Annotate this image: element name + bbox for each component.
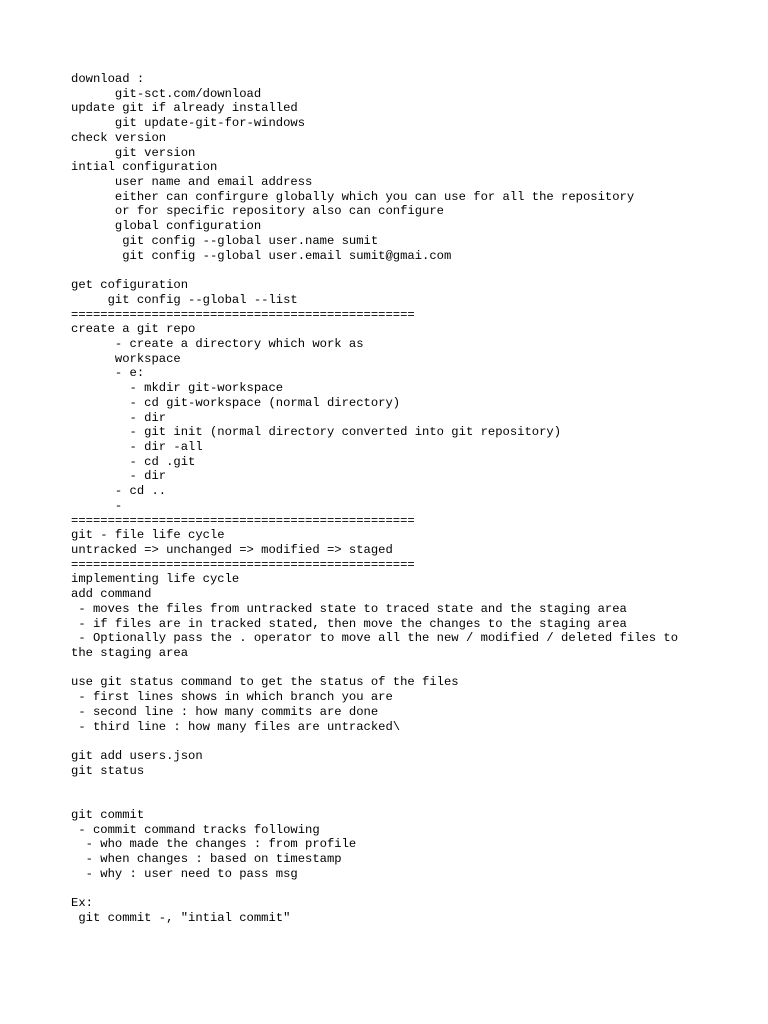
text-line: git status [71, 763, 145, 778]
text-line: - first lines shows in which branch you are [71, 690, 393, 705]
text-line [71, 263, 751, 278]
text-line: - dir [71, 469, 167, 484]
text-line: git update-git-for-windows [71, 116, 306, 131]
text-line: Ex: [71, 896, 93, 911]
text-line [71, 661, 751, 676]
text-line: - dir [71, 410, 167, 425]
text-line: or for specific repository also can configure [71, 204, 444, 219]
text-line: - moves the files from untracked state to traced state and the staging area [71, 601, 627, 616]
text-line: git config --global --list [71, 292, 298, 307]
text-line: =============================================== [71, 513, 415, 528]
text-line: - second line : how many commits are done [71, 704, 379, 719]
text-line [71, 882, 751, 897]
text-line: =============================================== [71, 557, 415, 572]
text-line: - when changes : based on timestamp [71, 852, 342, 867]
text-line: either can confirgure globally which you can use for all the repository [71, 189, 635, 204]
text-line: git - file life cycle [71, 528, 225, 543]
text-line: user name and email address [71, 175, 313, 190]
text-line: - why : user need to pass msg [71, 866, 298, 881]
text-line: =============================================== [71, 307, 415, 322]
text-line: update git if already installed [71, 101, 298, 116]
text-line [71, 734, 751, 749]
text-line: - who made the changes : from profile [71, 837, 357, 852]
text-line: - commit command tracks following [71, 822, 320, 837]
text-line: - cd git-workspace (normal directory) [71, 395, 401, 410]
text-line: - create a directory which work as [71, 336, 364, 351]
text-line: use git status command to get the status of the files [71, 675, 459, 690]
text-line: - cd .. [71, 484, 167, 499]
text-line [71, 779, 751, 794]
text-line: git commit [71, 807, 145, 822]
text-line: - e: [71, 366, 145, 381]
text-line: create a git repo [71, 322, 196, 337]
document-body [71, 72, 751, 926]
text-line: intial configuration [71, 160, 218, 175]
text-line: download : [71, 72, 145, 86]
text-line: git-sct.com/download [71, 86, 262, 101]
text-line: - dir -all [71, 439, 203, 454]
text-line: check version [71, 130, 167, 145]
text-line: implementing life cycle [71, 572, 240, 587]
text-line [71, 793, 751, 808]
text-line: - [71, 498, 123, 513]
text-line: git version [71, 145, 196, 160]
text-line: get cofiguration [71, 278, 189, 293]
text-line: - Optionally pass the . operator to move all the new / modified / deleted files to [71, 631, 679, 646]
text-line: git config --global user.name sumit [71, 233, 379, 248]
text-line: untracked => unchanged => modified => staged [71, 543, 393, 557]
text-line: global configuration [71, 219, 262, 234]
text-line: - git init (normal directory converted into git repository) [71, 425, 562, 440]
text-line: - cd .git [71, 454, 196, 469]
text-line: the staging area [71, 646, 189, 661]
text-line: git add users.json [71, 749, 203, 764]
text-line: git commit -, "intial commit" [71, 910, 291, 925]
text-line: - mkdir git-workspace [71, 381, 284, 396]
text-line: workspace [71, 351, 181, 366]
text-line: add command [71, 587, 152, 602]
text-line: - if files are in tracked stated, then move the changes to the staging area [71, 616, 627, 631]
text-line: git config --global user.email sumit@gmai.com [71, 248, 452, 263]
text-line: - third line : how many files are untracked\ [71, 719, 401, 734]
